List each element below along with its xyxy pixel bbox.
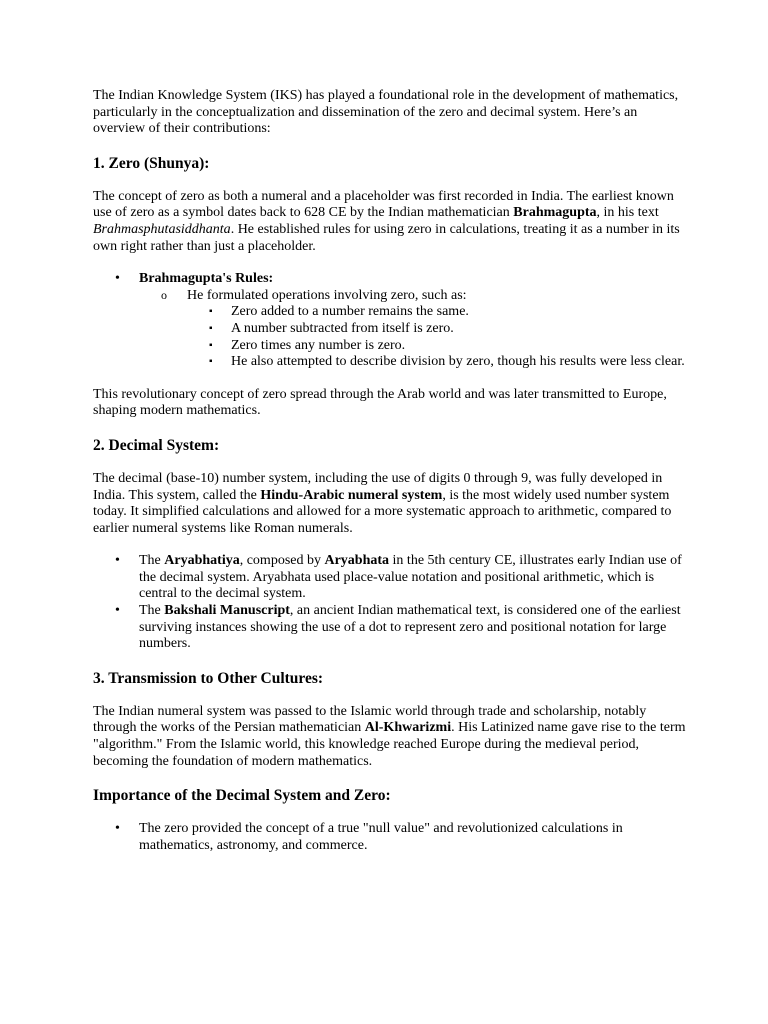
bold-run: Aryabhatiya xyxy=(164,553,240,569)
list-item: • The zero provided the concept of a true "null value" and revolutionized calculations in mathematics, astronomy, and commerce. xyxy=(93,821,688,854)
zero-paragraph xyxy=(93,189,688,255)
list-item xyxy=(93,271,688,371)
list-item xyxy=(93,603,688,653)
text-run: The concept of zero as both a numeral and a placeholder was first recorded in India. The earliest known use of zero as a symbol dates back to 628 CE by the Indian mathematician xyxy=(93,188,674,221)
section-heading-importance: Importance of the Decimal System and Zero: xyxy=(93,787,391,805)
rule-item: ▪ He also attempted to describe division by zero, though his results were less clear. xyxy=(187,354,688,371)
text-run: in the 5th century CE, illustrates early Indian use of the decimal system. Aryabhata used place-value notation and positional arithmetic, which is central to the decimal system. xyxy=(139,553,682,602)
rules-list xyxy=(187,304,688,370)
list-item xyxy=(139,288,688,371)
text-run: , composed by xyxy=(239,553,325,569)
text-run: , is the most widely used number system today. It simplified calculations and allowed for a more systematic approach to arithmetic, compared to earlier numeral systems like Roman numerals. xyxy=(93,487,672,536)
text-run: , in his text xyxy=(596,205,659,221)
rule-item: ▪ Zero times any number is zero. xyxy=(187,338,688,355)
rule-item: ▪ A number subtracted from itself is zero. xyxy=(187,321,688,338)
bold-run: Al-Khwarizmi xyxy=(364,720,452,736)
intro-paragraph: The Indian Knowledge System (IKS) has played a foundational role in the development of mathematics, particularly in the conceptualization and dissemination of the zero and decimal system. Here’s an overview of their contributions: xyxy=(93,88,679,137)
zero-spread-paragraph: This revolutionary concept of zero spread through the Arab world and was later transmitted to Europe, shaping modern mathematics. xyxy=(93,386,667,419)
section-heading-decimal: 2. Decimal System: xyxy=(93,436,220,454)
brahmagupta-list xyxy=(93,271,688,371)
sub-item-text: He formulated operations involving zero, such as: xyxy=(187,287,467,303)
decimal-paragraph xyxy=(93,471,688,537)
sub-list xyxy=(139,288,688,371)
text-run: , an ancient Indian mathematical text, is considered one of the earliest surviving instances showing the use of a dot to represent zero and positional notation for large numbers. xyxy=(139,603,681,652)
bold-run: Bakshali Manuscript xyxy=(164,603,290,619)
list-item xyxy=(93,553,688,603)
bold-run: Aryabhata xyxy=(324,553,390,569)
italic-run: Brahmasphutasiddhanta xyxy=(93,221,231,237)
section-heading-transmission: 3. Transmission to Other Cultures: xyxy=(93,669,324,687)
text-run: The xyxy=(139,553,165,569)
rule-item: ▪ Zero added to a number remains the same. xyxy=(187,304,688,321)
transmission-paragraph xyxy=(93,704,688,770)
text-run: The decimal (base-10) number system, including the use of digits 0 through 9, was fully developed in India. This system, called the xyxy=(93,470,663,503)
bullet-title: Brahmagupta's Rules: xyxy=(139,271,274,287)
importance-list xyxy=(93,821,688,854)
text-run: . His Latinized name gave rise to the term "algorithm." From the Islamic world, this knowledge reached Europe during the medieval period, becoming the foundation of modern mathematics. xyxy=(93,720,686,769)
section-heading-zero: 1. Zero (Shunya): xyxy=(93,154,210,172)
bold-run: Brahmagupta xyxy=(513,205,597,221)
text-run: The Indian numeral system was passed to the Islamic world through trade and scholarship, notably through the works of the Persian mathematician xyxy=(93,703,647,736)
text-run: . He established rules for using zero in calculations, treating it as a number in its own right rather than just a placeholder. xyxy=(93,221,680,254)
decimal-list xyxy=(93,553,688,653)
text-run: The xyxy=(139,603,165,619)
bold-run: Hindu-Arabic numeral system xyxy=(260,487,443,503)
